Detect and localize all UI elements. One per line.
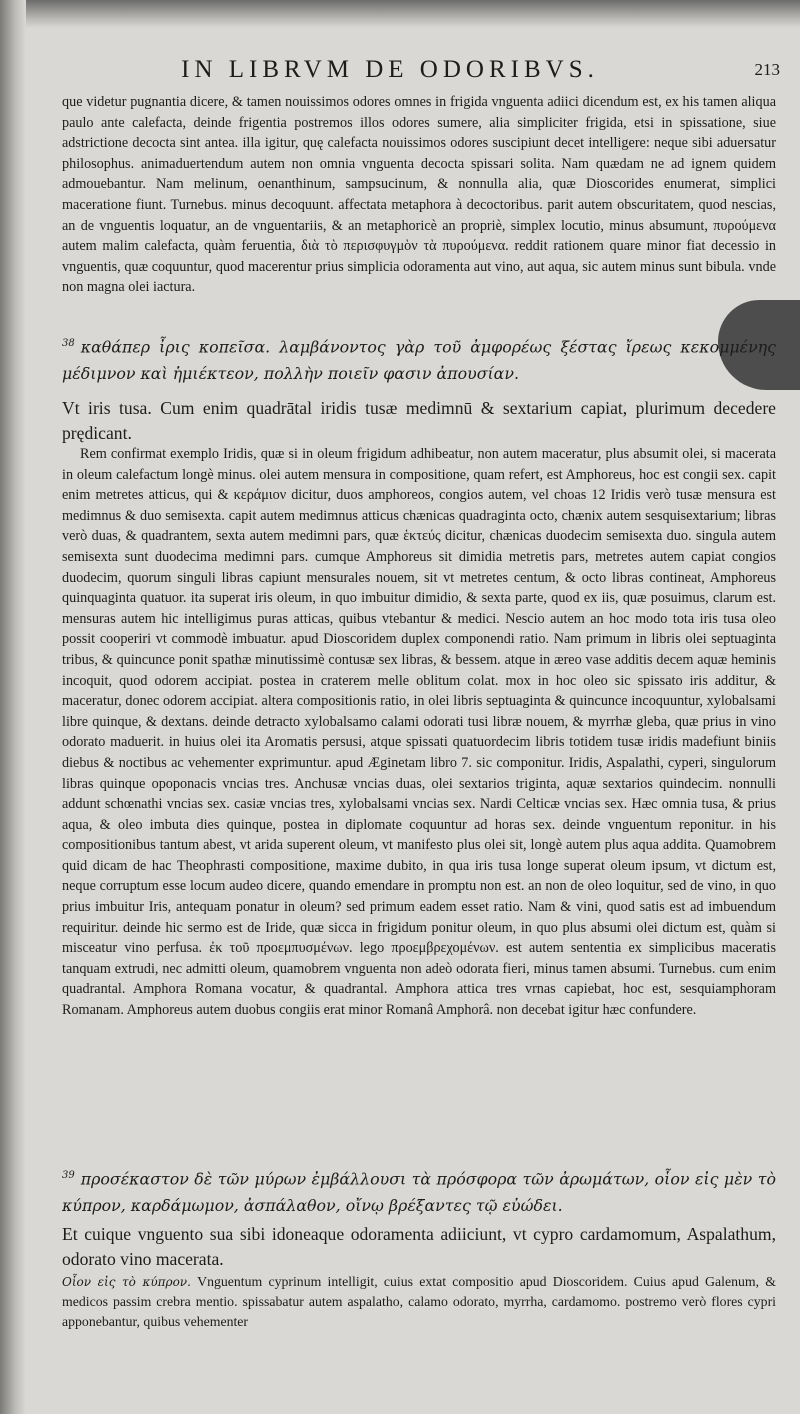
greek-lemma-39: Οἷον εἰς τὸ κύπρον. bbox=[62, 1275, 191, 1289]
running-head bbox=[60, 56, 780, 92]
commentary-paragraph-38: Rem confirmat exemplo Iridis, quæ si in oleum frigidum adhibeatur, non autem maceratur, plus absumit olei, si macerata in oleum calefactum longè minus. olei autem mensura in compositione, quam refert, est Amphoreus, hoc est congii sex. capit enim metretes atticus, qui & κεράμιον dicitur, duos amphoreos, congios autem, vel choas 12 Iridis verò tusæ mensura est medimnus & duo semisexta. capit autem medimnus atticus chænicas quadraginta octo, chænix autem sesquisextarium; libras verò duas, & quadrantem, sexta autem medimni pars, quæ ἑκτεύς dicitur, chænicas duodecim semisexta duo. singula autem semisexta sunt duodecima medimni pars. cumque Amphoreus sit dimidia metretis pars, metretes autem capiat congios duodecim, quorum singuli libras capiunt mensurales nouem, sit vt metretes centum, & octo libras contineat, Amphoreus quinquaginta quatuor. ita superat iris oleum, in quo imbuitur dimidio, & sexta parte, quod ex iis, quæ posuimus, clarum est. mensuras autem hic intelligimus puras atticas, quibus vtebantur & medici. Nescio autem an hoc modo tota iris tusa oleo possit cooperiri vt commodè imbuatur. apud Dioscoridem duplex componendi ratio. Nam primum in libris olei septuaginta tribus, & quincunce ponit spathæ minutissimè contusæ sex libras, & bessem. atque in æreo vase additis decem aquæ heminis incoquit, quod odorem accipiat. postea in craterem melle oblitum colat. mox in hoc oleo sic spissato iris additur, & maceratur, donec odorem accipiat. altera compositionis ratio, in olei libris septuaginta & quincunce incoquuntur, xylobalsami libre quinque, & dextans. deinde detracto xylobalsamo calami odorati tusi libræ nouem, & myrrhæ gleba, quæ prius in vino odorato maduerit. in huius olei ita Aromatis persusi, atque spissati quatuordecim libris totidem tusæ iridis madefiunt biniis diebus & noctibus ac vehementer exprimuntur. apud Æginetam libro 7. sic componitur. Iridis, Aspalathi, cyperi, singulorum libras quinque opoponacis vncias tres. Anchusæ vncias duas, olei sextarios triginta, aquæ sextarios quindecim. nonnulli addunt schœnathi vncias sex. casiæ vncias tres, xylobalsami vncias sex. Nardi Celticæ vncias sex. Hæc omnia tusa, & prius aqua, & oleo imbuta dies quinque, postea in diplomate coquuntur ad horas sex. deinde vnguentum reponitur. in his compositionibus tantum abest, vt arida superent oleum, vt manifesto plus olei sit, longè autem plus aqua addita. Quamobrem quid dicam de hac Theophrasti compositione, maxime dubito, in qua iris tusa longe superat oleum ipsum, vt dictum est, neque corruptum esse locum audeo dicere, quando emendare in promptu non est. an non de oleo loquitur, sed de vino, in quo prius imbuitur Iris, antequam ponatur in oleum? sed primum eadem esset ratio. Nam & vini, quod satis est ad imbuendum requiritur. deinde hic sermo est de Iride, quæ sicca in frigidum ponitur oleum, in quo plus absumi olei dictum est, quàm si misceatur vino perfusa. ἐκ τοῦ προεμπυσμένων. lego προεμβρεχομένων. est autem sententia ex simplicibus maceratis tanquam extrudi, nec admitti oleum, quamobrem vnguenta non adeò odorata fieri, minus tamen absumi. Turnebus. cum enim quadrantal. Amphora Romana vocatur, & quadrantal. Amphora attica tres vrnas capiebat, hoc est, sesquiamphoram Romanam. Amphoreus autem duobus congiis erat minor Romanâ Amphorâ. non decebat igitur hæc confundere. bbox=[62, 446, 776, 1019]
greek-note-38-text: καθάπερ ἶρις κοπεῖσα. λαμβάνοντος γὰρ τοῦ ἀμφορέως ξέστας ἴρεως κεκομμένης μέδιμνον καὶ ἡμιέκτεον, πολλὴν ποιεῖν φασιν ἀπουσίαν. bbox=[62, 337, 776, 384]
lemma-39: Et cuique vnguento sua sibi idoneaque odoramenta adiiciunt, vt cypro cardamomum, Aspalathum, odorato vino macerata. bbox=[62, 1224, 776, 1269]
greek-note-39 bbox=[62, 1162, 776, 1219]
note-marker-38: 38 bbox=[62, 338, 75, 349]
page-gutter-shadow bbox=[0, 0, 26, 1414]
note-marker-39: 39 bbox=[62, 1170, 75, 1181]
lemma-38: Vt iris tusa. Cum enim quadrātal iridis tusæ medimnū & sextarium capiat, plurimum decedere prędicant. bbox=[62, 398, 776, 443]
greek-note-39-text: προσέκαστον δὲ τῶν μύρων ἐμβάλλουσι τὰ πρόσφορα τῶν ἀρωμάτων, οἷον εἰς μὲν τὸ κύπρον, καρδάμωμον, ἀσπάλαθον, οἴνῳ βρέξαντες τῷ εὐώδει. bbox=[62, 1169, 776, 1216]
commentary-paragraph-39 bbox=[62, 1272, 776, 1332]
greek-note-38 bbox=[62, 330, 776, 387]
page-number: 213 bbox=[754, 60, 780, 79]
running-title: IN LIBRVM DE ODORIBVS. bbox=[181, 56, 599, 83]
page-top-shadow bbox=[0, 0, 800, 28]
commentary-paragraph-top: que videtur pugnantia dicere, & tamen nouissimos odores omnes in frigida vnguenta adiici dicendum est, ex his tamen aliqua paulo ante calefacta, deinde frigentia postremos illos odores sumere, alia simpliciter frigida, etsi in spissatione, siue adstrictione decocta sint antea. illa igitur, quę calefacta nouissimos odores suscipiunt decet intelligere: neque sibi aduersatur philosophus. animaduertendum autem non omnia vnguenta decocta spissari solita. Nam quædam ne ad ignem quidem admouebantur. Nam melinum, oenanthinum, sampsucinum, & nonnulla alia, quæ Dioscorides enumerat, simplici maceratione fiunt. Turnebus. minus decoquunt. affectata metaphora à decoctoribus. parit autem obscuritatem, quod nescias, an de vnguentis loquatur, an de vnguentariis, & an metaphoricè an propriè, simplex locutio, minus absumunt, πυρούμενα autem malim calefacta, quàm feruentia, διὰ τὸ περισφυγμὸν τὰ πυρούμενα. reddit rationem quare minor fiat decessio in vnguentis, quæ coquuntur, quod macerentur prius simplicia odoramenta aut vino, aut aqua, sic autem minus sunt bibula. vnde non magna olei iactura. bbox=[62, 94, 776, 296]
commentary-39-text: Vnguentum cyprinum intelligit, cuius extat compositio apud Dioscoridem. Cuius apud Galenum, & medicos passim crebra mentio. spissabatur autem aspalatho, calamo odorato, myrrha, cardamomo. postremo verò flores cypri apponebantur, quibus vehementer bbox=[62, 1274, 776, 1329]
